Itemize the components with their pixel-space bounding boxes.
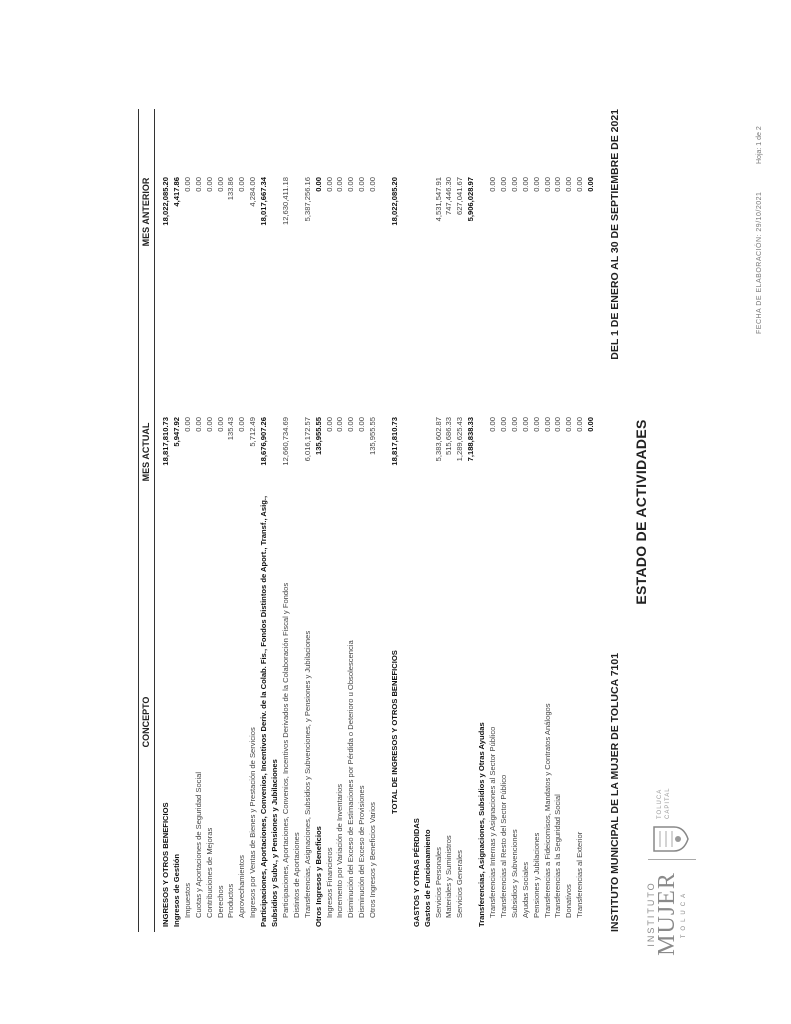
table-row [225,109,236,932]
row-concept: Incremento por Variación de Inventarios [335,783,345,918]
table-row [215,109,226,932]
row-mes-actual: 0.00 [237,417,247,432]
row-mes-actual: 0.00 [531,417,541,432]
report-period: DEL 1 DE ENERO AL 30 DE SEPTIEMBRE DE 2021 [609,109,621,360]
header-mes-anterior: MES ANTERIOR [141,177,151,247]
row-mes-anterior: 0.00 [586,177,596,192]
row-concept: Ingresos por Ventas de Bienes y Prestación de Servicios [248,727,258,918]
municipal-seal-icon [650,824,690,854]
table-row [204,109,215,932]
row-concept: Materiales y Suministros [444,835,454,918]
row-mes-actual: 18,817,810.73 [161,417,170,466]
row-mes-actual: 0.00 [182,417,192,432]
row-concept: Servicios Generales [455,850,465,918]
row-mes-anterior: 18,022,085.20 [161,177,170,226]
row-mes-anterior: 0.00 [488,177,497,192]
row-mes-anterior: 0.00 [357,177,367,192]
row-mes-anterior: 0.00 [498,177,508,192]
row-mes-anterior: 133.86 [226,177,236,201]
table-row [280,109,291,932]
row-concept: Transferencias, Asignaciones, Subsidios y Otras Ayudas [477,722,487,927]
table-row [258,109,269,932]
row-concept: Contribuciones de Mejoras [204,827,214,918]
table-row [389,109,400,932]
row-mes-anterior: 4,284.00 [248,177,258,207]
row-mes-anterior: 0.00 [575,177,585,192]
table-row [542,109,553,932]
row-mes-anterior: 0.00 [182,177,192,192]
row-mes-actual: 12,660,734.69 [280,417,290,466]
row-concept: TOTAL DE INGRESOS Y OTROS BENEFICIOS [389,650,399,814]
table-row [334,109,345,932]
row-mes-anterior: 747,446.30 [444,177,454,216]
table-row [378,109,389,932]
row-mes-anterior: 0.00 [335,177,345,192]
header-top-rule [138,109,139,932]
row-mes-actual: 0.00 [346,417,356,432]
table-row [498,109,509,932]
row-mes-actual: 1,289,625.43 [455,417,465,462]
table-row [574,109,585,932]
page-number: Hoja: 1 de 2 [756,126,763,164]
table-row [454,109,465,932]
row-concept: Impuestos [182,882,192,918]
row-concept: Servicios Personales [433,847,443,918]
row-concept: Transferencias al Resto del Sector Público [498,774,508,918]
row-mes-actual: 0.00 [542,417,552,432]
row-mes-actual: 135,955.55 [368,417,378,456]
table-row [465,109,476,932]
row-mes-actual: 5,947.92 [171,417,181,447]
row-concept: Participaciones, Aportaciones, Convenios, Incentivos Deriv. de la Colab. Fis., Fondos Distintos de Aport., Transf., Asig., [259,495,269,927]
row-mes-actual: 515,686.33 [444,417,454,456]
row-mes-actual: 0.00 [324,417,334,432]
row-mes-actual: 18,676,907.26 [259,417,269,466]
row-mes-actual: 0.00 [488,417,497,432]
table-row [367,109,378,932]
row-concept: Otros Ingresos y Beneficios Varios [368,802,378,918]
table-row [531,109,542,932]
logo-sub-text: TOLUCA [681,889,687,939]
table-row [563,109,574,932]
row-mes-anterior: 5,906,028.97 [466,177,476,222]
activities-table [138,109,622,932]
table-row [422,109,433,932]
header-concepto: CONCEPTO [141,696,151,748]
row-concept: Derechos [215,885,225,918]
row-concept: Aprovechamientos [237,855,247,918]
row-mes-actual: 7,188,838.33 [466,417,476,462]
row-mes-anterior: 5,387,256.16 [302,177,312,222]
header-bottom-rule [154,109,155,932]
row-concept: Transferencias a Fideicomisos, Mandatos y Contratos Análogos [542,703,552,918]
row-concept: Subsidios y Subv., y Pensiones y Jubilaciones [270,759,279,927]
row-concept: GASTOS Y OTRAS PÉRDIDAS [411,818,421,927]
row-mes-actual: 0.00 [520,417,530,432]
row-concept: Distintos de Aportaciones [291,832,301,918]
table-row [487,109,498,932]
logo-main-text: MUJER [654,872,680,956]
table-row [356,109,367,932]
table-row [247,109,258,932]
table-row [585,109,596,932]
row-mes-anterior: 627,041.67 [455,177,465,216]
table-row [171,109,182,932]
row-mes-actual: 0.00 [509,417,519,432]
row-concept: Disminución del Exceso de Estimaciones por Pérdida o Deterioro u Obsolescencia [346,640,356,918]
row-concept: Transferencias, Asignaciones, Subsidios y Subvenciones, y Pensiones y Jubilaciones [302,630,312,918]
row-mes-anterior: 0.00 [531,177,541,192]
table-row [193,109,204,932]
table-row [236,109,247,932]
institute-logo [640,774,702,964]
table-row [182,109,193,932]
table-row [443,109,454,932]
row-mes-actual: 135.43 [226,417,236,441]
table-row [324,109,335,932]
row-concept: Transferencias Internas y Asignaciones al Sector Público [488,726,497,918]
row-mes-anterior: 12,630,411.18 [280,177,290,225]
row-mes-actual: 0.00 [335,417,345,432]
logo-wordmark [646,864,687,964]
row-mes-actual: 5,383,602.87 [433,417,443,462]
row-concept: Transferencias al Exterior [575,831,585,918]
row-mes-actual: 0.00 [575,417,585,432]
row-concept: Otros Ingresos y Beneficios [313,826,323,927]
row-mes-actual: 135,955.55 [313,417,323,456]
row-concept: Gastos de Funcionamiento [422,829,432,927]
row-mes-anterior: 4,531,547.91 [433,177,443,222]
row-mes-actual: 6,016,172.57 [302,417,312,462]
table-row [313,109,324,932]
row-concept: INGRESOS Y OTROS BENEFICIOS [161,802,170,927]
row-mes-actual: 0.00 [215,417,225,432]
row-concept: Pensiones y Jubilaciones [531,832,541,918]
row-concept: Transferencias a la Seguridad Social [553,794,563,918]
logo-divider [648,859,696,860]
row-mes-anterior: 0.00 [204,177,214,192]
entity-name: INSTITUTO MUNICIPAL DE LA MUJER DE TOLUCA 7101 [609,652,621,932]
table-row [400,109,411,932]
table-row [302,109,313,932]
row-mes-anterior: 18,022,085.20 [389,177,399,226]
row-mes-actual: 0.00 [586,417,596,432]
logo-top-text: INSTITUTO [646,881,656,947]
table-row [433,109,444,932]
row-mes-anterior: 0.00 [324,177,334,192]
row-concept: Cuotas y Aportaciones de Seguridad Social [193,771,203,918]
row-mes-anterior: 0.00 [215,177,225,192]
table-row [291,109,302,932]
row-mes-actual: 0.00 [564,417,574,432]
table-row [411,109,422,932]
row-concept: Ingresos de Gestión [171,853,181,927]
header-mes-actual: MES ACTUAL [141,422,151,482]
row-mes-anterior: 0.00 [368,177,378,192]
row-mes-actual: 0.00 [193,417,203,432]
table-row [269,109,280,932]
table-row [509,109,520,932]
row-mes-anterior: 0.00 [542,177,552,192]
table-row [476,109,487,932]
row-concept: Disminución del Exceso de Provisiones [357,785,367,918]
row-concept: Ingresos Financieros [324,847,334,918]
document-title: ESTADO DE ACTIVIDADES [633,419,649,605]
row-concept: Participaciones, Aportaciones, Convenios, Incentivos Derivados de la Colaboración Fiscal y Fondos [280,582,290,918]
row-mes-anterior: 0.00 [346,177,356,192]
row-mes-anterior: 4,417.86 [171,177,181,207]
row-mes-actual: 18,817,810.73 [389,417,399,466]
row-mes-actual: 0.00 [204,417,214,432]
row-concept: Subsidios y Subvenciones [509,829,519,918]
row-mes-actual: 0.00 [357,417,367,432]
row-mes-anterior: 0.00 [509,177,519,192]
row-mes-anterior: 0.00 [237,177,247,192]
row-concept: Productos [226,883,236,918]
row-concept: Ayudas Sociales [520,861,530,918]
table-row [345,109,356,932]
logo-dept-text: TOLUCA CAPITAL [657,787,671,819]
row-mes-actual: 0.00 [553,417,563,432]
row-mes-actual: 5,712.49 [248,417,258,447]
row-mes-anterior: 0.00 [553,177,563,192]
row-mes-anterior: 0.00 [193,177,203,192]
table-row [552,109,563,932]
row-mes-anterior: 18,017,667.34 [259,177,269,226]
row-mes-actual: 0.00 [498,417,508,432]
elaboration-date: FECHA DE ELABORACIÓN: 29/10/2021 [756,191,763,334]
row-mes-anterior: 0.00 [564,177,574,192]
row-mes-anterior: 0.00 [520,177,530,192]
row-concept: Donativos [564,884,574,918]
table-row [160,109,171,932]
row-mes-anterior: 0.00 [313,177,323,192]
table-row [520,109,531,932]
